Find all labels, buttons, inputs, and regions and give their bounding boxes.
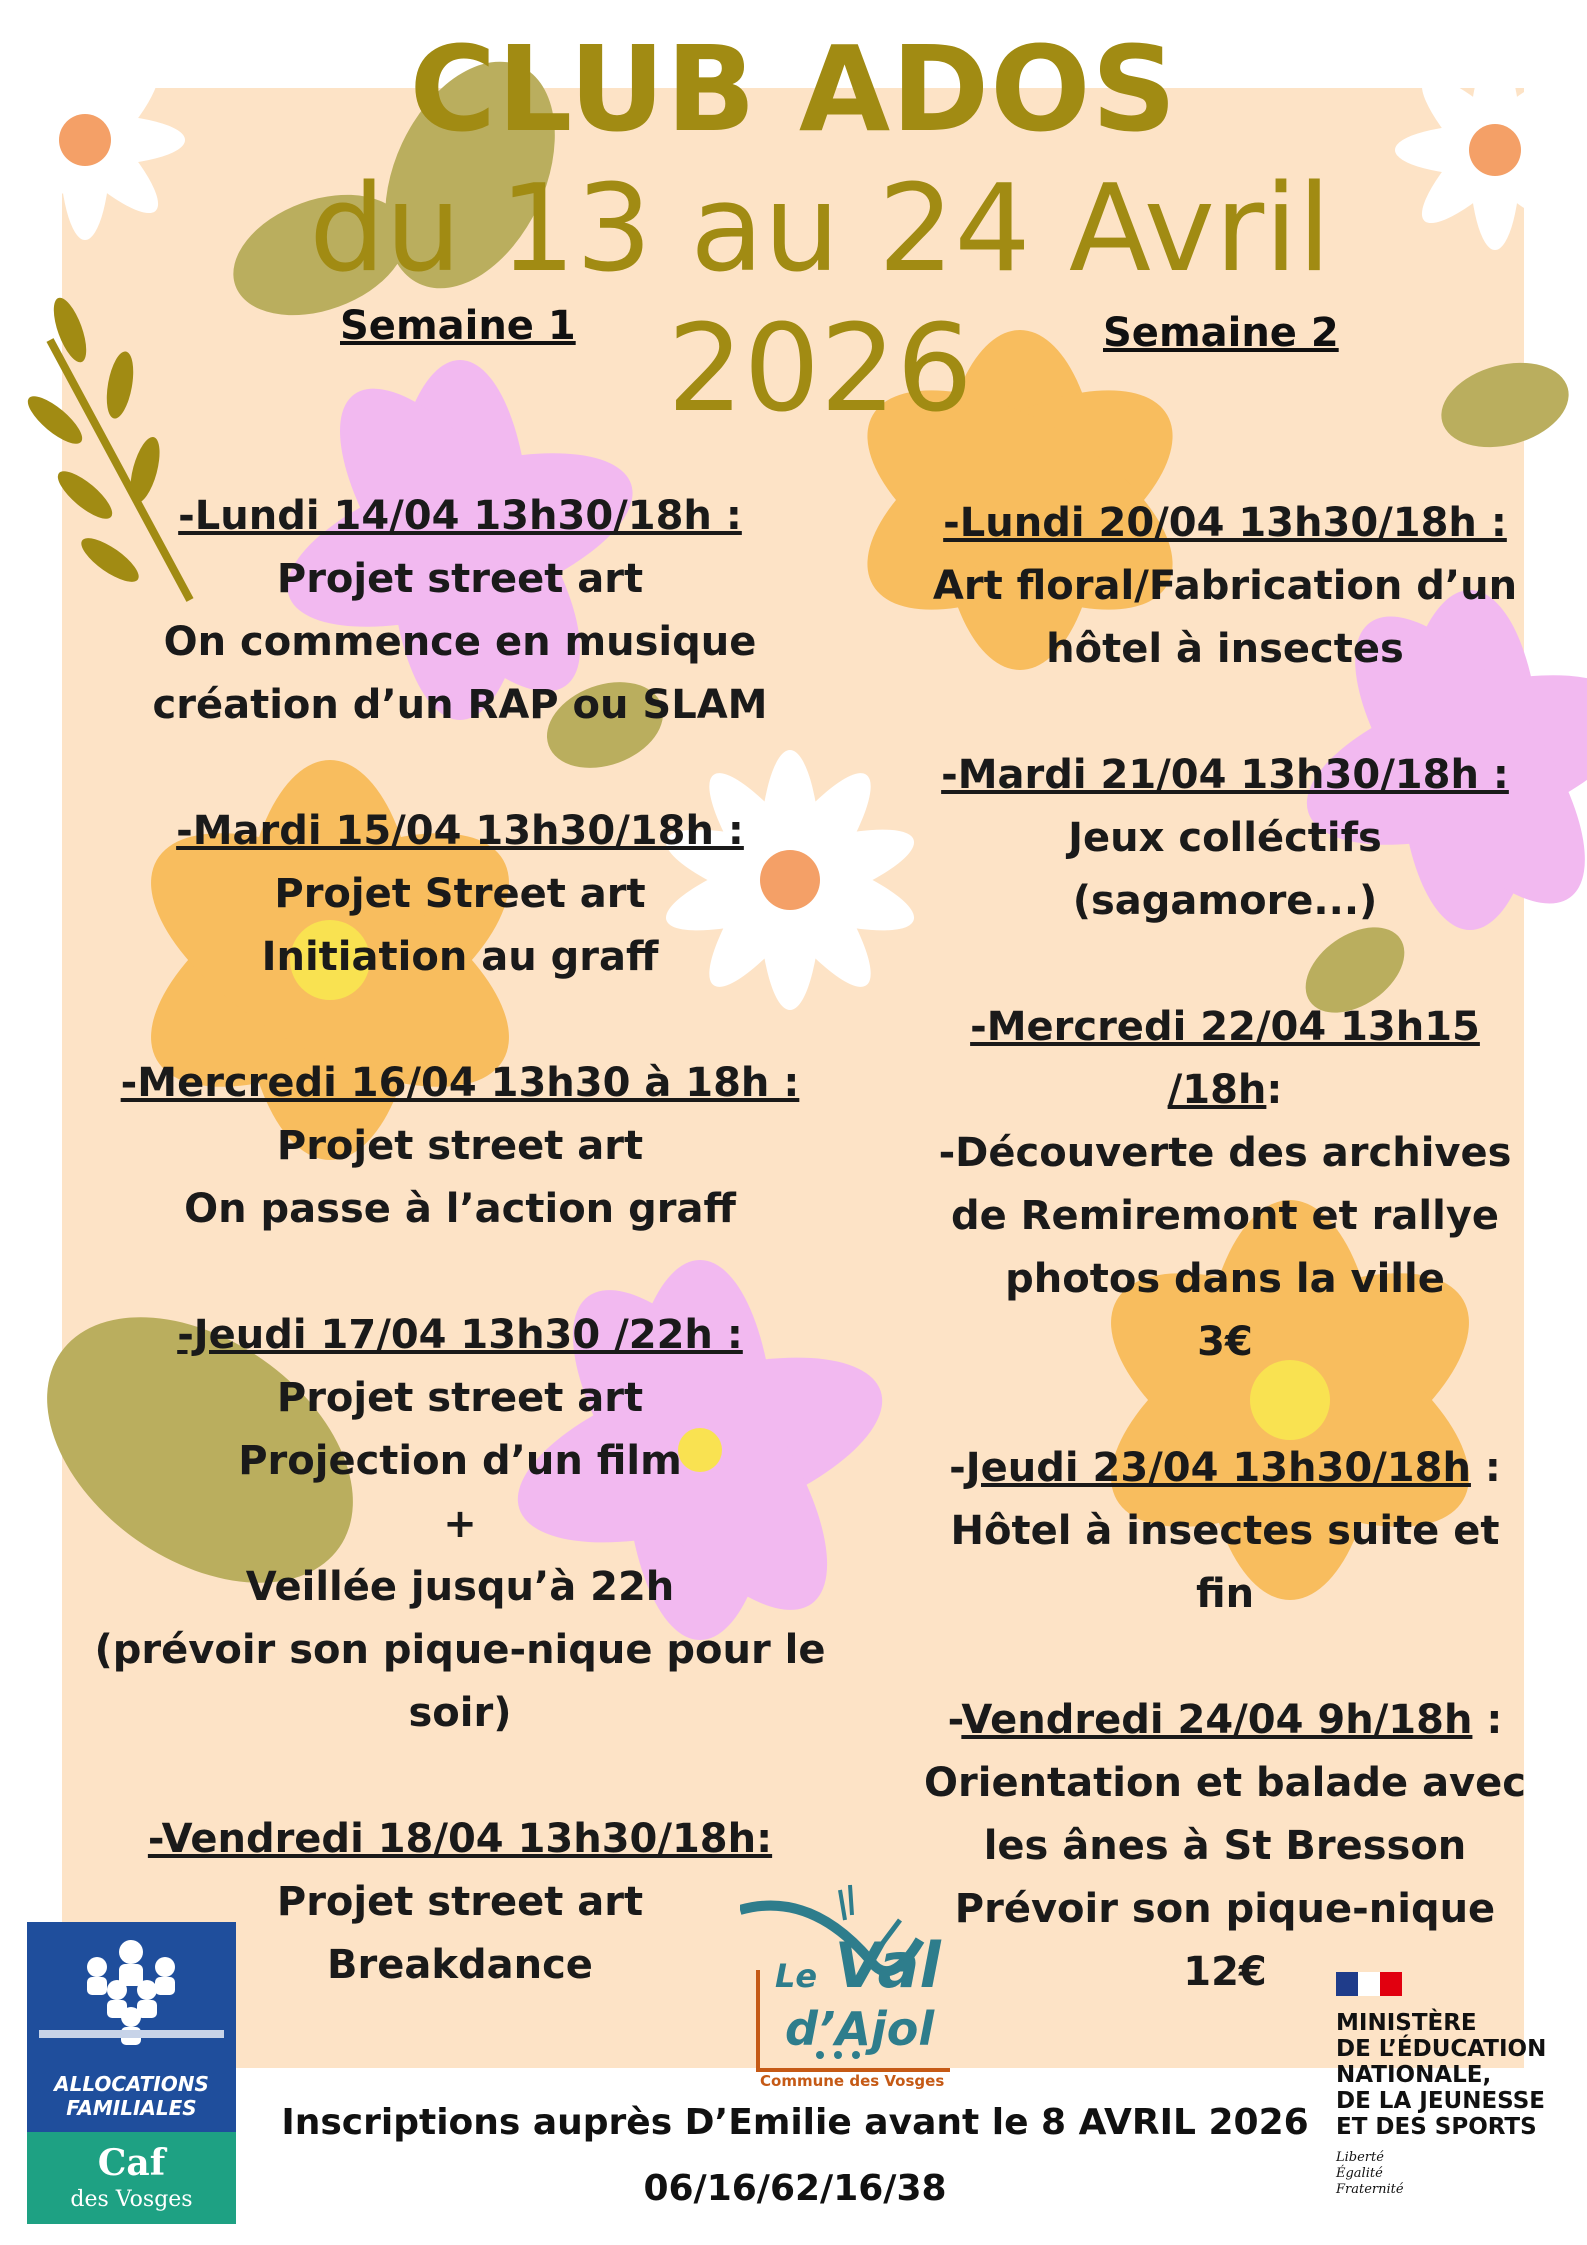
- week2-day-5: [880, 1689, 1570, 1752]
- val-val: Val: [834, 1929, 941, 2002]
- week2-line: hôtel à insectes: [1046, 626, 1404, 672]
- date-range: [300, 160, 1340, 440]
- devise-line: Égalité: [1336, 2166, 1383, 2181]
- week2-line: Prévoir son pique-nique: [954, 1886, 1496, 1932]
- week2-day-4-prefix: -: [949, 1445, 966, 1491]
- caf-wordmark: Caf: [97, 2142, 166, 2184]
- caf-line2: FAMILIALES: [66, 2096, 197, 2120]
- ministere-devise: [1336, 2150, 1404, 2198]
- week1-heading: Semaine 1: [340, 303, 576, 349]
- week1-schedule: [40, 485, 880, 1997]
- week1-line: On passe à l’action graff: [184, 1186, 736, 1232]
- week2-day-5-suffix: :: [1472, 1697, 1503, 1743]
- phone-number: 06/16/62/16/38: [643, 2168, 947, 2209]
- week1-day-2: -Mardi 15/04 13h30/18h :: [176, 808, 744, 854]
- week1-day-3: -Mercredi 16/04 13h30 à 18h :: [120, 1060, 800, 1106]
- week2-day-3: -Mercredi 22/04 13h15: [970, 1004, 1480, 1050]
- week2-line: les ânes à St Bresson: [983, 1823, 1467, 1869]
- caf-department: des Vosges: [70, 2187, 193, 2212]
- week1-day-1: -Lundi 14/04 13h30/18h :: [178, 493, 742, 539]
- registration-footer: [260, 2090, 1330, 2222]
- val-le: Le: [775, 1957, 818, 1995]
- week2-day-4-suffix: :: [1470, 1445, 1501, 1491]
- week1-line: Projection d’un film: [238, 1438, 682, 1484]
- week2-line: -Découverte des archives: [938, 1130, 1512, 1176]
- week2-line: (sagamore...): [1072, 878, 1378, 924]
- week2-line: fin: [1195, 1571, 1255, 1617]
- ministere-line: MINISTÈRE: [1336, 2010, 1477, 2036]
- week2-line: 12€: [1183, 1949, 1267, 1995]
- week2-day-1: -Lundi 20/04 13h30/18h :: [943, 500, 1507, 546]
- val-dajol-name: [775, 1929, 941, 2056]
- week1-line: Projet street art: [276, 556, 644, 602]
- week2-day-4: [880, 1437, 1570, 1500]
- val-ajol: d’Ajol: [785, 2002, 935, 2056]
- week1-line: On commence en musique: [163, 619, 757, 665]
- week2-day-2: -Mardi 21/04 13h30/18h :: [941, 752, 1509, 798]
- week1-line: Projet street art: [276, 1879, 644, 1925]
- week1-line: (prévoir son pique-nique pour le: [94, 1627, 826, 1673]
- devise-line: Fraternité: [1336, 2182, 1404, 2197]
- caf-line1: ALLOCATIONS: [54, 2072, 209, 2096]
- week2-line: de Remiremont et rallye: [950, 1193, 1500, 1239]
- week2-line: Orientation et balade avec: [924, 1760, 1526, 1806]
- date-range-line1: du 13 au 24 Avril: [309, 160, 1331, 299]
- week1-line: soir): [408, 1690, 512, 1736]
- ministere-line: DE LA JEUNESSE: [1336, 2088, 1545, 2114]
- week2-heading: Semaine 2: [1103, 310, 1339, 356]
- week2-line: 3€: [1197, 1319, 1253, 1365]
- week2-day-3-cont: [880, 1059, 1570, 1122]
- week1-day-5: -Vendredi 18/04 13h30/18h:: [147, 1816, 773, 1862]
- week1-line: +: [443, 1501, 477, 1547]
- registration-text: Inscriptions auprès D’Emilie avant le 8 AVRIL 2026: [281, 2102, 1309, 2143]
- ministere-name: [1336, 2010, 1546, 2140]
- week2-day-5-prefix: -: [947, 1697, 962, 1743]
- week1-line: Projet street art: [276, 1123, 644, 1169]
- val-dajol-logo: [740, 1880, 970, 2100]
- ministere-logo: [1320, 1970, 1580, 2210]
- week1-line: Breakdance: [327, 1942, 593, 1988]
- caf-logo-top: [27, 1922, 236, 2132]
- caf-allocations-text: [27, 2072, 236, 2120]
- french-flag-icon: [1336, 1972, 1416, 2000]
- week2-day-5-label: Vendredi 24/04 9h/18h: [961, 1697, 1473, 1743]
- page-title: CLUB ADOS: [409, 20, 1178, 158]
- week1-line: Veillée jusqu’à 22h: [245, 1564, 675, 1610]
- week1-line: création d’un RAP ou SLAM: [152, 682, 768, 728]
- week1-day-4: -Jeudi 17/04 13h30 /22h :: [177, 1312, 743, 1358]
- week2-schedule: [880, 492, 1570, 2004]
- week1-line: Initiation au graff: [261, 934, 659, 980]
- week2-day-3-time: /18h: [1167, 1067, 1267, 1113]
- week2-line: Art floral/Fabrication d’un: [932, 563, 1518, 609]
- caf-logo: [27, 1922, 236, 2224]
- week1-line: Projet street art: [276, 1375, 644, 1421]
- week2-line: Jeux colléctifs: [1068, 815, 1382, 861]
- val-commune: Commune des Vosges: [760, 2072, 945, 2090]
- devise-line: Liberté: [1336, 2150, 1384, 2165]
- week2-line: photos dans la ville: [1005, 1256, 1445, 1302]
- ministere-line: ET DES SPORTS: [1336, 2114, 1537, 2140]
- ministere-line: DE L’ÉDUCATION: [1336, 2036, 1547, 2062]
- week2-day-3-colon: :: [1266, 1067, 1283, 1113]
- week2-day-4-label: Jeudi 23/04 13h30/18h: [965, 1445, 1471, 1491]
- date-range-line2: 2026: [667, 300, 973, 439]
- week2-line: Hôtel à insectes suite et: [950, 1508, 1500, 1554]
- family-figures-icon: [27, 1922, 236, 2062]
- week1-line: Projet Street art: [274, 871, 646, 917]
- ministere-line: NATIONALE,: [1336, 2062, 1492, 2088]
